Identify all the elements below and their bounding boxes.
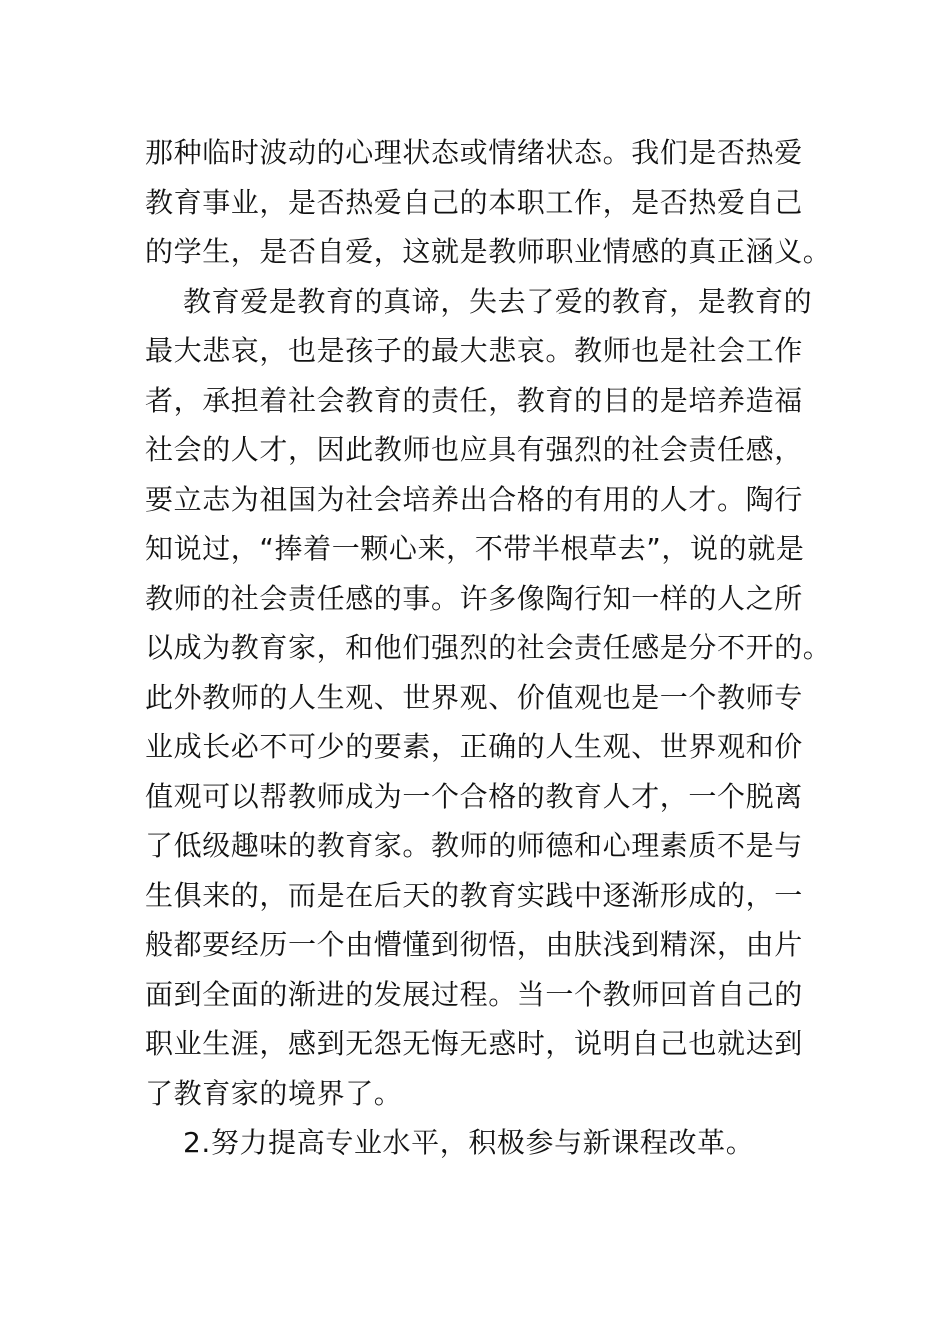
section-heading: 2.努力提高专业水平，积极参与新课程改革。 (183, 1126, 755, 1159)
text-line: 值观可以帮教师成为一个合格的教育人才，一个脱离 (145, 779, 803, 813)
text-line: 业成长必不可少的要素，正确的人生观、世界观和价 (145, 730, 803, 763)
text-line: 教育爱是教育的真谛，失去了爱的教育，是教育的 (183, 284, 813, 318)
text-line: 般都要经历一个由懵懂到彻悟，由肤浅到精深，由片 (145, 928, 803, 961)
text-line: 生俱来的，而是在后天的教育实践中逐渐形成的，一 (145, 878, 803, 912)
text-line: 知说过，“捧着一颗心来，不带半根草去”，说的就是 (145, 532, 805, 565)
document-body (145, 128, 832, 1168)
text-line: 以成为教育家，和他们强烈的社会责任感是分不开的。 (145, 631, 832, 664)
text-line: 面到全面的渐进的发展过程。当一个教师回首自己的 (145, 977, 803, 1011)
text-line: 教育事业，是否热爱自己的本职工作，是否热爱自己 (145, 185, 803, 219)
text-line: 的学生，是否自爱，这就是教师职业情感的真正涵义。 (145, 235, 832, 268)
text-line: 了低级趣味的教育家。教师的师德和心理素质不是与 (145, 829, 803, 862)
text-line: 此外教师的人生观、世界观、价值观也是一个教师专 (145, 680, 803, 714)
text-line: 了教育家的境界了。 (145, 1076, 403, 1110)
text-line: 职业生涯，感到无怨无悔无惑时，说明自己也就达到 (145, 1027, 803, 1060)
text-line: 那种临时波动的心理状态或情绪状态。我们是否热爱 (145, 136, 803, 169)
paragraph-education-love (145, 277, 832, 1119)
text-line: 者，承担着社会教育的责任，教育的目的是培养造福 (145, 383, 803, 417)
text-line: 社会的人才，因此教师也应具有强烈的社会责任感， (145, 433, 803, 466)
text-line: 教师的社会责任感的事。许多像陶行知一样的人之所 (145, 581, 803, 615)
paragraph-continuation (145, 128, 832, 277)
section-heading-paragraph (145, 1118, 825, 1168)
text-line: 最大悲哀，也是孩子的最大悲哀。教师也是社会工作 (145, 334, 803, 367)
text-line: 要立志为祖国为社会培养出合格的有用的人才。陶行 (145, 482, 803, 516)
